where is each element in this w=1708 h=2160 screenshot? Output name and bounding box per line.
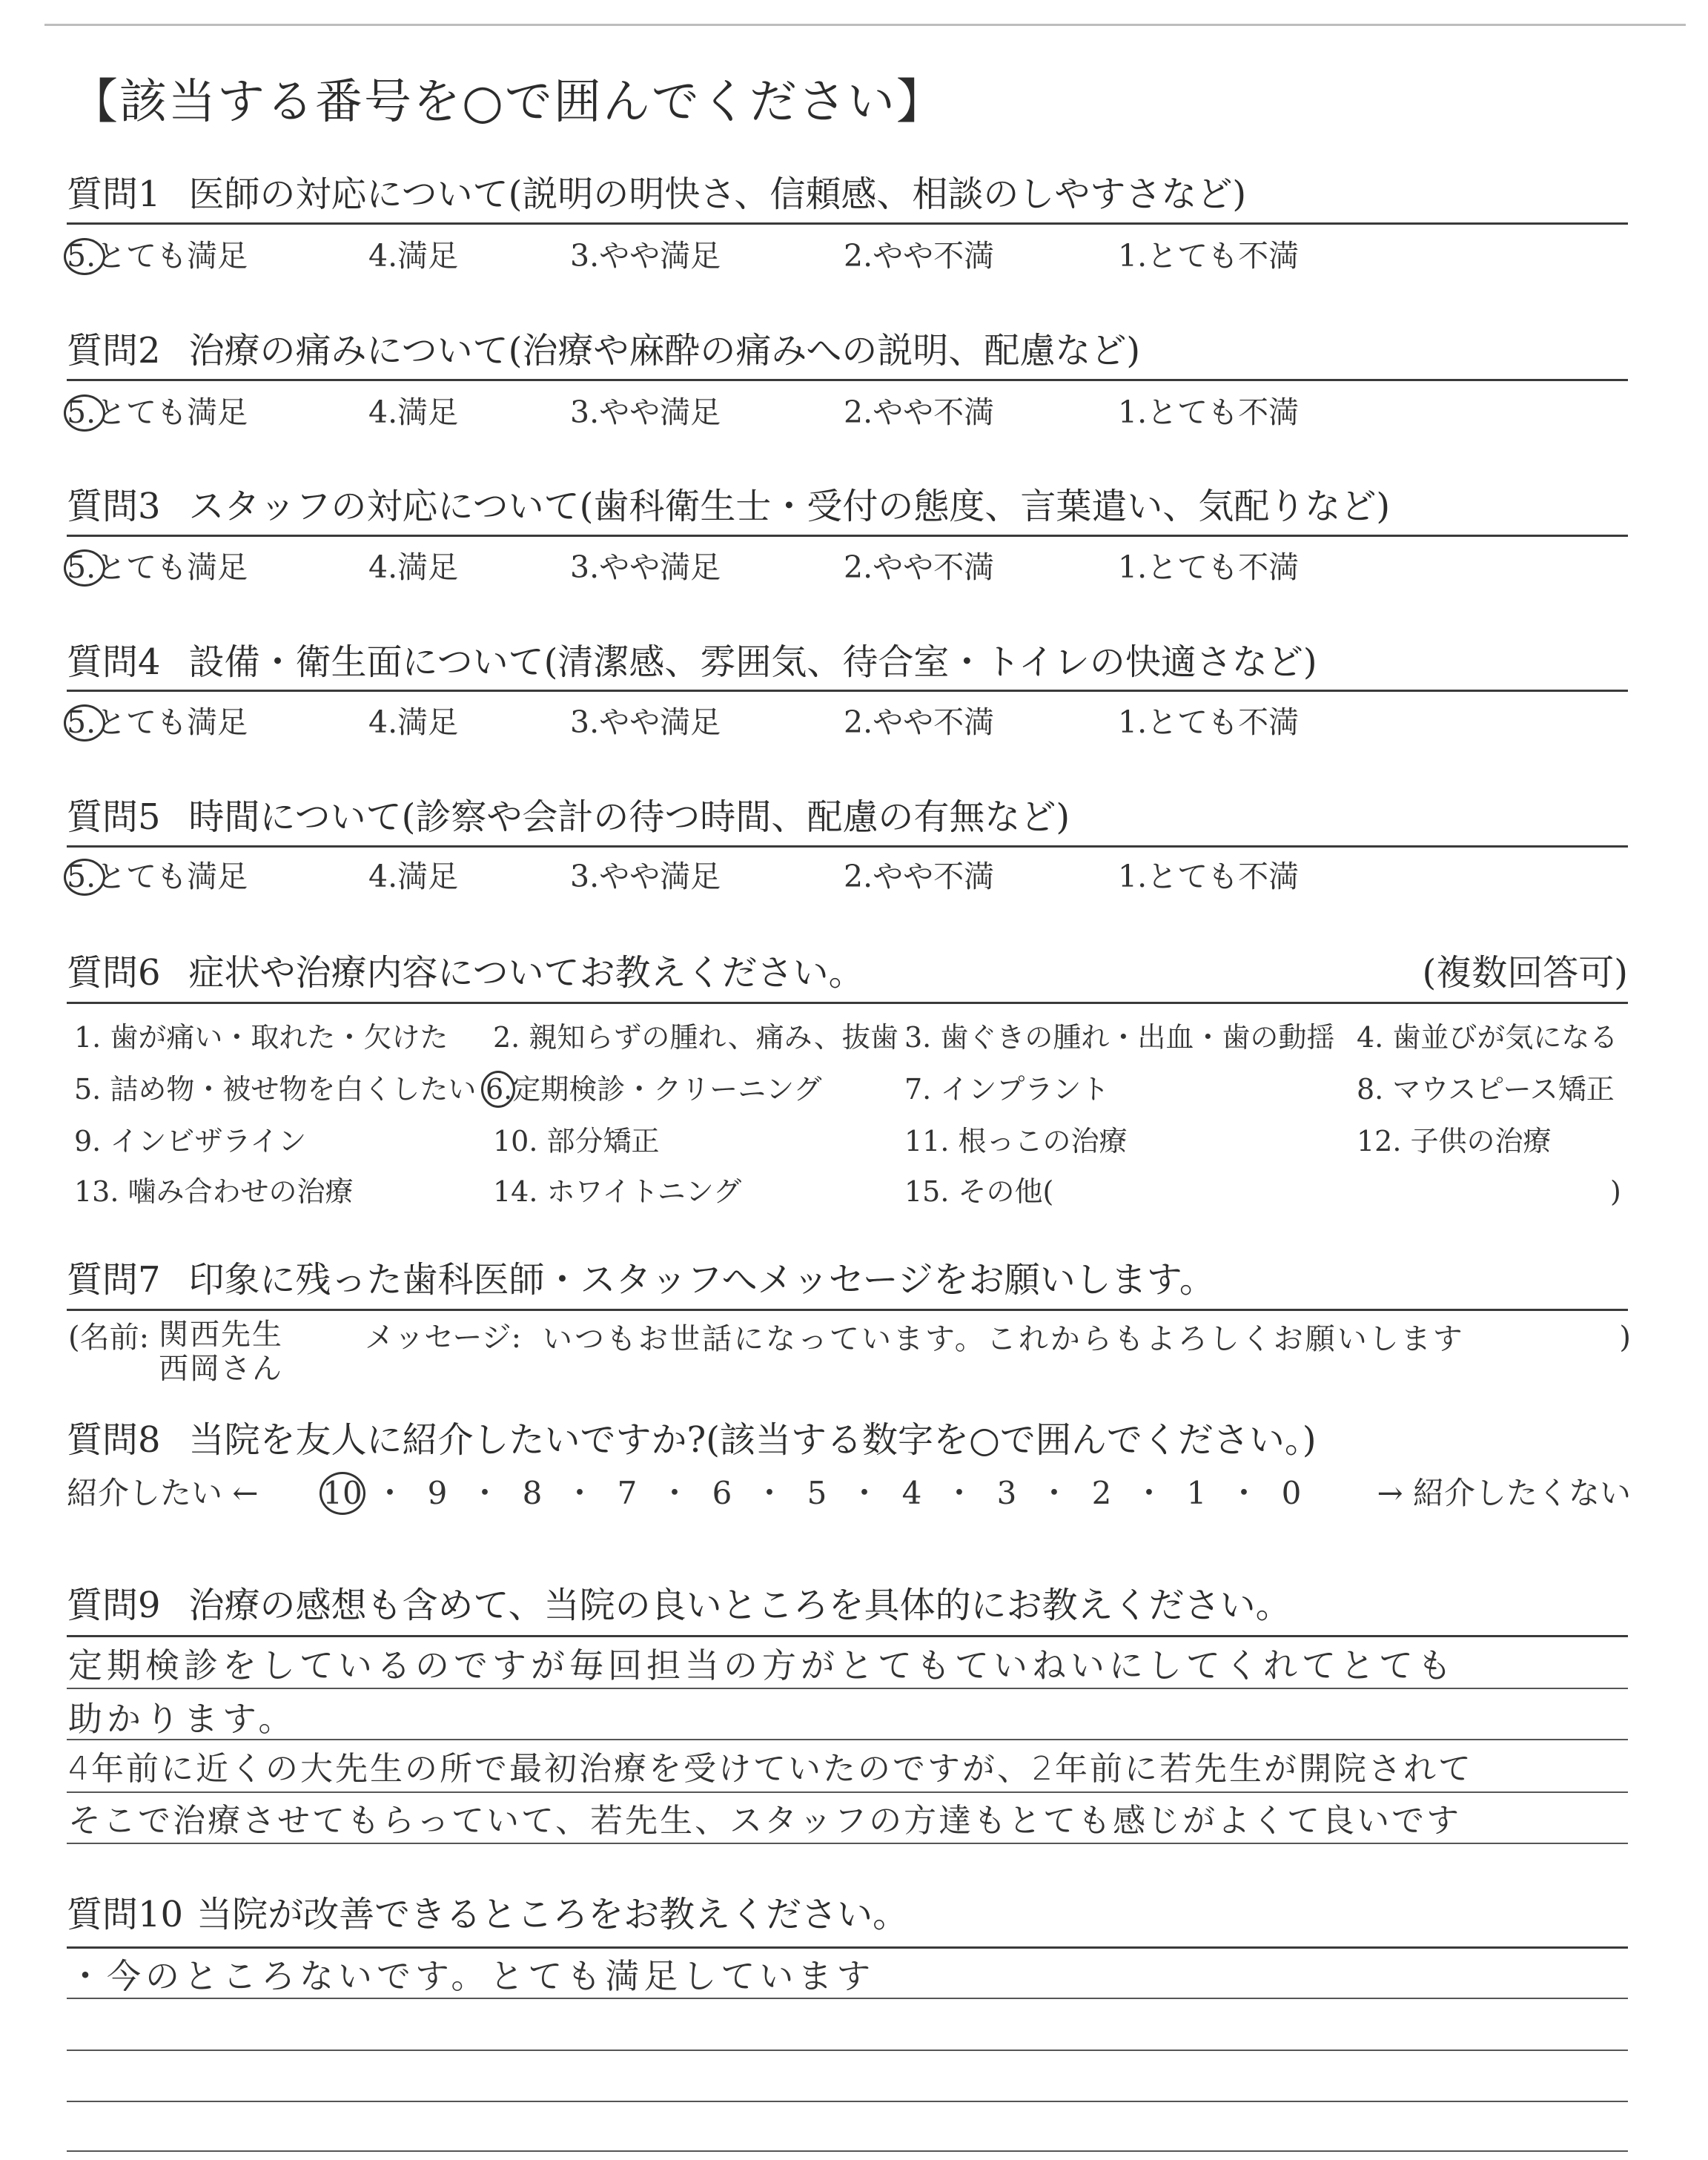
symptom-option-selected[interactable]: 6.定期検診・クリーニング bbox=[486, 1071, 822, 1108]
question-3-heading bbox=[67, 484, 1390, 529]
question-6-number: 質問6 bbox=[67, 952, 161, 994]
selected-circle bbox=[64, 859, 105, 896]
symptom-option[interactable]: 10. 部分矯正 bbox=[493, 1125, 660, 1157]
handwritten-message: いつもお世話になっています。これからもよろしくお願いします bbox=[543, 1322, 1465, 1356]
scale-value-10[interactable]: 10 bbox=[322, 1475, 363, 1511]
scale-separator: ・ bbox=[563, 1475, 596, 1511]
option-3[interactable]: 3.やや満足 bbox=[570, 238, 721, 274]
question-1-text: 医師の対応について(説明の明快さ、信頼感、相談のしやすさなど) bbox=[188, 174, 1247, 215]
option-1[interactable]: 1.とても不満 bbox=[1118, 238, 1300, 274]
answer-9-line-2: 助かります。 bbox=[68, 1699, 297, 1739]
handwritten-names bbox=[159, 1318, 283, 1386]
symptom-option[interactable]: 1. 歯が痛い・取れた・欠けた bbox=[74, 1021, 448, 1054]
question-3-options bbox=[67, 546, 1623, 588]
question-4-options bbox=[67, 701, 1623, 743]
answer-9-rule-3 bbox=[67, 1791, 1628, 1793]
question-6-rule bbox=[67, 1002, 1628, 1004]
option-5[interactable]: 5.とても満足 bbox=[67, 235, 248, 277]
question-10-text: 当院が改善できるところをお教えください。 bbox=[196, 1894, 909, 1935]
question-9-rule bbox=[67, 1635, 1628, 1637]
answer-9-line-1: 定期検診をしているのですが毎回担当の方がとてもていねいにしてくれてとても bbox=[68, 1645, 1456, 1685]
scale-separator: ・ bbox=[1228, 1475, 1260, 1511]
option-3[interactable]: 3.やや満足 bbox=[570, 394, 721, 430]
option-3[interactable]: 3.やや満足 bbox=[570, 704, 721, 740]
question-4-rule bbox=[67, 690, 1628, 692]
option-1[interactable]: 1.とても不満 bbox=[1118, 394, 1300, 430]
scale-value-4[interactable]: 4 bbox=[901, 1475, 922, 1511]
option-2[interactable]: 2.やや不満 bbox=[844, 238, 995, 274]
answer-9-line-3: 4年前に近くの大先生の所で最初治療を受けていたのですが、2年前に若先生が開院されて bbox=[68, 1750, 1473, 1788]
scale-value-9[interactable]: 9 bbox=[427, 1475, 448, 1511]
question-10-number: 質問10 bbox=[67, 1894, 184, 1935]
question-9-number: 質問9 bbox=[67, 1585, 161, 1626]
option-5[interactable]: 5.とても満足 bbox=[67, 392, 248, 433]
option-4[interactable]: 4.満足 bbox=[368, 238, 459, 274]
scale-value-2[interactable]: 2 bbox=[1091, 1475, 1112, 1511]
scale-value-6[interactable]: 6 bbox=[712, 1475, 732, 1511]
form-title: 【該当する番号を○で囲んでください】 bbox=[70, 75, 945, 130]
question-2-rule bbox=[67, 379, 1628, 381]
scale-value-7[interactable]: 7 bbox=[617, 1475, 638, 1511]
selected-circle bbox=[481, 1071, 515, 1108]
option-1[interactable]: 1.とても不満 bbox=[1118, 704, 1300, 740]
option-3[interactable]: 3.やや満足 bbox=[570, 549, 721, 585]
recommend-scale bbox=[67, 1472, 1631, 1516]
option-1[interactable]: 1.とても不満 bbox=[1118, 859, 1300, 894]
question-5-rule bbox=[67, 845, 1628, 848]
question-5-heading bbox=[67, 795, 1070, 839]
question-6-multiple-note: (複数回答可) bbox=[1422, 952, 1628, 994]
option-1[interactable]: 1.とても不満 bbox=[1118, 549, 1300, 585]
selected-circle bbox=[64, 704, 105, 742]
symptom-option[interactable]: 9. インビザライン bbox=[74, 1125, 307, 1157]
scale-separator: ・ bbox=[1038, 1475, 1070, 1511]
answer-9-rule-2 bbox=[67, 1739, 1628, 1740]
question-1-rule bbox=[67, 222, 1628, 225]
symptom-option[interactable]: 12. 子供の治療 bbox=[1357, 1125, 1552, 1157]
scale-left-label: 紹介したい ← bbox=[67, 1475, 259, 1511]
symptom-option[interactable]: 13. 噛み合わせの治療 bbox=[74, 1175, 354, 1208]
question-2-options bbox=[67, 392, 1623, 433]
symptom-option[interactable]: 11. 根っこの治療 bbox=[904, 1125, 1128, 1157]
option-2[interactable]: 2.やや不満 bbox=[844, 704, 995, 740]
question-4-number: 質問4 bbox=[67, 641, 161, 683]
page-top-edge bbox=[44, 24, 1686, 26]
question-10-heading bbox=[67, 1892, 908, 1937]
answer-9-line-4: そこで治療させてもらっていて、若先生、スタッフの方達もとても感じがよくて良いです bbox=[68, 1802, 1462, 1840]
handwritten-name-1: 関西先生 bbox=[159, 1318, 283, 1352]
answer-10-rule-2 bbox=[67, 2050, 1628, 2051]
answer-10-rule-1 bbox=[67, 1998, 1628, 1999]
question-6-heading bbox=[67, 951, 1628, 995]
question-7-number: 質問7 bbox=[67, 1259, 161, 1301]
answer-10-rule-3 bbox=[67, 2101, 1628, 2102]
name-label: (名前: bbox=[68, 1321, 150, 1355]
answer-10-line-1: ・今のところないです。とても満足しています bbox=[68, 1956, 875, 1996]
question-5-options bbox=[67, 856, 1623, 897]
option-3[interactable]: 3.やや満足 bbox=[570, 859, 721, 894]
symptom-option[interactable]: 14. ホワイトニング bbox=[493, 1175, 742, 1208]
option-2[interactable]: 2.やや不満 bbox=[844, 394, 995, 430]
option-4[interactable]: 4.満足 bbox=[368, 704, 459, 740]
message-close-paren: ) bbox=[1619, 1321, 1631, 1355]
question-7-answer bbox=[68, 1319, 1631, 1393]
scale-separator: ・ bbox=[469, 1475, 501, 1511]
question-8-number: 質問8 bbox=[67, 1419, 161, 1461]
question-2-text: 治療の痛みについて(治療や麻酔の痛みへの説明、配慮など) bbox=[188, 330, 1141, 371]
scale-separator: ・ bbox=[658, 1475, 691, 1511]
scale-value-5[interactable]: 5 bbox=[807, 1475, 827, 1511]
question-7-heading bbox=[67, 1258, 1215, 1302]
answer-9-rule-4 bbox=[67, 1843, 1628, 1844]
scale-value-0[interactable]: 0 bbox=[1281, 1475, 1302, 1511]
question-9-heading bbox=[67, 1583, 1291, 1628]
option-4[interactable]: 4.満足 bbox=[368, 859, 459, 894]
option-2[interactable]: 2.やや不満 bbox=[844, 549, 995, 585]
symptom-option[interactable]: 3. 歯ぐきの腫れ・出血・歯の動揺 bbox=[904, 1021, 1335, 1054]
option-4[interactable]: 4.満足 bbox=[368, 394, 459, 430]
answer-9-rule-1 bbox=[67, 1688, 1628, 1689]
question-3-text: スタッフの対応について(歯科衛生士・受付の態度、言葉遣い、気配りなど) bbox=[188, 486, 1391, 527]
option-2[interactable]: 2.やや不満 bbox=[844, 859, 995, 894]
scale-value-3[interactable]: 3 bbox=[996, 1475, 1017, 1511]
symptom-option-other[interactable]: 15. その他( bbox=[904, 1175, 1054, 1208]
option-5[interactable]: 5.とても満足 bbox=[67, 701, 248, 743]
question-2-heading bbox=[67, 328, 1140, 373]
question-1-heading bbox=[67, 172, 1246, 217]
selected-circle bbox=[64, 238, 105, 275]
scale-separator: ・ bbox=[753, 1475, 786, 1511]
option-5[interactable]: 5.とても満足 bbox=[67, 546, 248, 588]
symptom-option[interactable]: 2. 親知らずの腫れ、痛み、抜歯 bbox=[493, 1021, 898, 1054]
question-7-text: 印象に残った歯科医師・スタッフへメッセージをお願いします。 bbox=[188, 1259, 1215, 1301]
scale-value-1[interactable]: 1 bbox=[1186, 1475, 1207, 1511]
symptom-option[interactable]: 5. 詰め物・被せ物を白くしたい bbox=[74, 1073, 477, 1106]
scale-right-label: → 紹介したくない bbox=[1377, 1475, 1631, 1511]
question-5-text: 時間について(診察や会計の待つ時間、配慮の有無など) bbox=[188, 796, 1070, 838]
option-4[interactable]: 4.満足 bbox=[368, 549, 459, 585]
question-3-number: 質問3 bbox=[67, 486, 161, 527]
question-8-heading bbox=[67, 1418, 1317, 1462]
question-2-number: 質問2 bbox=[67, 330, 161, 371]
scale-value-8[interactable]: 8 bbox=[522, 1475, 543, 1511]
selected-circle bbox=[64, 394, 105, 432]
question-4-text: 設備・衛生面について(清潔感、雰囲気、待合室・トイレの快適さなど) bbox=[188, 641, 1317, 683]
scale-separator: ・ bbox=[374, 1475, 406, 1511]
symptom-option[interactable]: 4. 歯並びが気になる bbox=[1357, 1021, 1618, 1054]
handwritten-name-2: 西岡さん bbox=[159, 1352, 283, 1386]
question-8-text: 当院を友人に紹介したいですか?(該当する数字を○で囲んでください。) bbox=[188, 1419, 1317, 1461]
question-10-rule bbox=[67, 1946, 1628, 1949]
question-3-rule bbox=[67, 535, 1628, 537]
question-9-text: 治療の感想も含めて、当院の良いところを具体的にお教えください。 bbox=[188, 1585, 1291, 1626]
scale-separator: ・ bbox=[848, 1475, 881, 1511]
question-7-rule bbox=[67, 1309, 1628, 1311]
question-6-text: 症状や治療内容についてお教えください。 bbox=[188, 952, 864, 994]
symptom-option[interactable]: 8. マウスピース矯正 bbox=[1357, 1073, 1615, 1106]
other-close-paren: ) bbox=[1610, 1175, 1621, 1208]
answer-10-rule-4 bbox=[67, 2150, 1628, 2152]
symptom-option[interactable]: 7. インプラント bbox=[904, 1073, 1110, 1106]
question-5-number: 質問5 bbox=[67, 796, 161, 838]
option-5[interactable]: 5.とても満足 bbox=[67, 856, 248, 897]
question-1-number: 質問1 bbox=[67, 174, 161, 215]
scale-separator: ・ bbox=[943, 1475, 976, 1511]
question-4-heading bbox=[67, 640, 1317, 684]
selected-circle bbox=[64, 549, 105, 587]
question-1-options bbox=[67, 235, 1623, 277]
scale-separator: ・ bbox=[1133, 1475, 1165, 1511]
message-label: メッセージ: bbox=[365, 1321, 522, 1355]
